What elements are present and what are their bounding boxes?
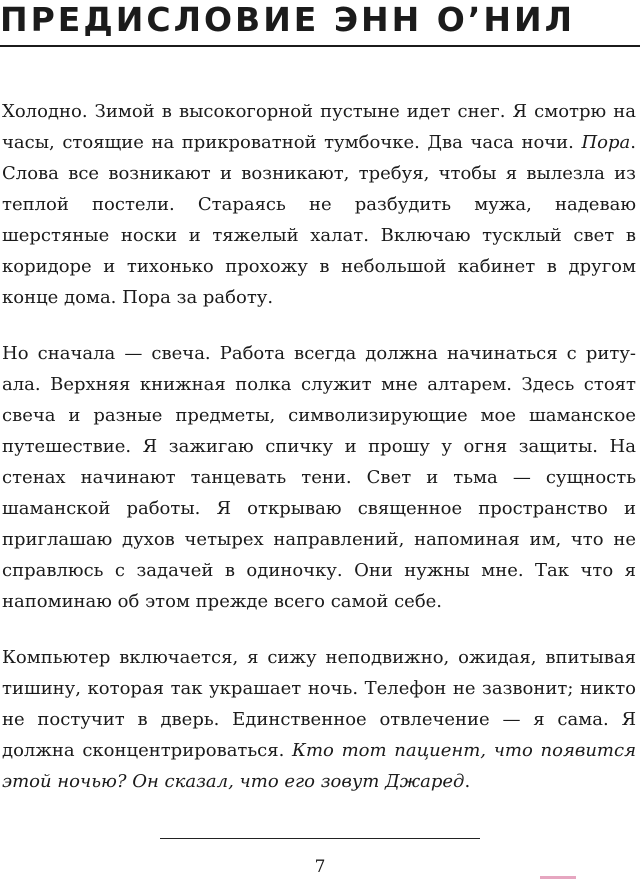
italic-text-run: Кто тот пациент, что появится этой ночью? Он сказал, что его зовут Джаред — [2, 740, 637, 792]
pink-edge-mark — [540, 876, 576, 879]
text-run: Компьютер включается, я сижу неподвижно, ожидая, впитывая тишину, которая так украшает ночь. Телефон не зазвонит; никто не постучит в дверь. Единственное отвлечение — я сама. Я должна сконцентрироваться. — [2, 647, 636, 761]
paragraph — [2, 642, 636, 797]
title-underline — [0, 45, 640, 47]
text-run: . Слова все возникают и возникают, требуя, чтобы я вылезла из теплой постели. Стараясь не разбудить мужа, надеваю шерстяные носки и тяжелый халат. Включаю тусклый свет в коридоре и тихонько прохожу в небольшой кабинет в другом конце дома. Пора за работу. — [2, 132, 636, 308]
body-text — [2, 96, 636, 822]
text-run: Но сначала — свеча. Работа всегда должна начинаться с ритуала. Верхняя книжная полка служит мне алтарем. Здесь стоят свеча и разные предметы, символизирующие мое шаманское путешествие. Я зажигаю спичку и прошу у огня защиты. На стенах начинают танцевать тени. Свет и тьма — сущность шаманской работы. Я открываю священное пространство и приглашаю духов четырех направлений, напоминая им, что не справлюсь с задачей в одиночку. Они нужны мне. Так что я напоминаю об этом прежде всего самой себе. — [2, 343, 636, 612]
paragraph — [2, 338, 636, 617]
italic-text-run: Пора — [581, 132, 631, 153]
text-run: Холодно. Зимой в высокогорной пустыне идет снег. Я смотрю на часы, стоящие на прикроватной тумбочке. Два часа ночи. — [2, 101, 636, 153]
page-number: 7 — [314, 857, 326, 877]
text-run: . — [464, 771, 471, 792]
paragraph — [2, 96, 636, 313]
footer-divider — [160, 838, 480, 839]
chapter-title: ПРЕДИСЛОВИЕ ЭНН О’НИЛ — [0, 0, 576, 39]
